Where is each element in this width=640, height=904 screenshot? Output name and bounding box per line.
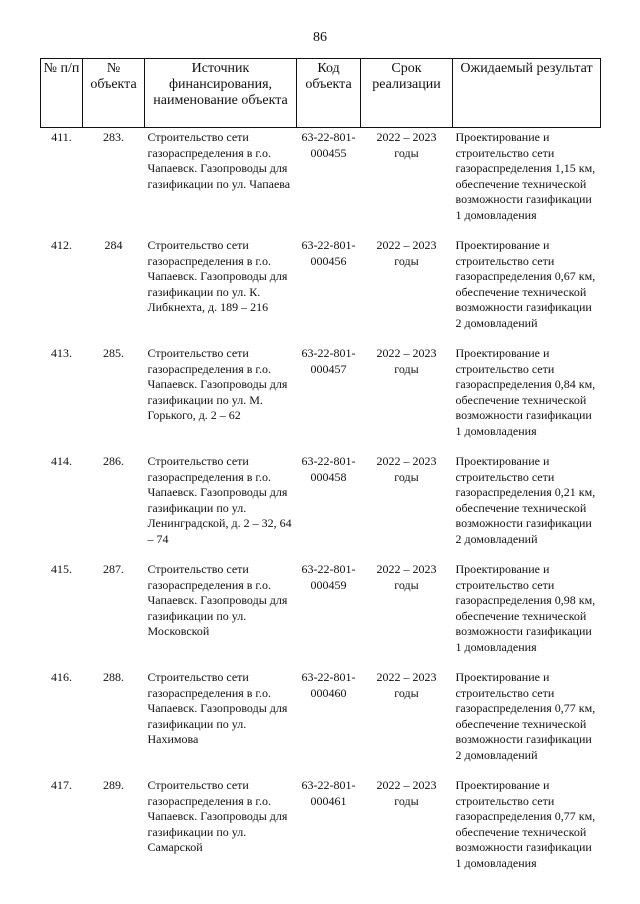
page-number: 86 xyxy=(313,30,327,45)
cell-pp: 414. xyxy=(51,454,72,468)
cell-term: 2022 – 2023 годы xyxy=(376,130,437,160)
header-result: Ожидаемый результат xyxy=(453,59,601,128)
table-row xyxy=(41,128,601,236)
cell-object-code: 63-22-801-000461 xyxy=(301,778,356,808)
cell-source: Строительство сети газораспределения в г.о. Чапаевск. Газопроводы для газификации по ул. Чапаева xyxy=(147,130,291,191)
header-term: Срок реализации xyxy=(361,59,453,128)
table-row xyxy=(41,559,601,667)
cell-object-code: 63-22-801-000456 xyxy=(301,238,356,268)
cell-pp: 416. xyxy=(51,670,72,684)
table-header xyxy=(41,59,601,128)
gasification-table xyxy=(40,58,601,883)
cell-result: Проектирование и строительство сети газораспределения 1,15 км, обеспечение технической возможности газификации 1 домовладения xyxy=(455,130,596,222)
cell-object-number: 286. xyxy=(103,454,124,468)
cell-object-code: 63-22-801-000459 xyxy=(301,562,356,592)
cell-result: Проектирование и строительство сети газораспределения 0,98 км, обеспечение технической возможности газификации 1 домовладения xyxy=(455,562,596,654)
cell-pp: 413. xyxy=(51,346,72,360)
cell-source: Строительство сети газораспределения в г.о. Чапаевск. Газопроводы для газификации по ул. К. Либкнехта, д. 189 – 216 xyxy=(147,238,288,314)
cell-pp: 417. xyxy=(51,778,72,792)
cell-pp: 411. xyxy=(51,130,72,144)
cell-result: Проектирование и строительство сети газораспределения 0,84 км, обеспечение технической возможности газификации 1 домовладения xyxy=(455,346,596,438)
cell-object-code: 63-22-801-000460 xyxy=(301,670,356,700)
cell-object-number: 287. xyxy=(103,562,124,576)
header-source: Источник финансирования, наименование объекта xyxy=(145,59,297,128)
header-object-number: № объекта xyxy=(83,59,145,128)
cell-source: Строительство сети газораспределения в г.о. Чапаевск. Газопроводы для газификации по ул. Ленинградской, д. 2 – 32, 64 – 74 xyxy=(147,454,292,546)
cell-object-number: 285. xyxy=(103,346,124,360)
cell-term: 2022 – 2023 годы xyxy=(376,778,437,808)
cell-object-code: 63-22-801-000455 xyxy=(301,130,356,160)
cell-pp: 412. xyxy=(51,238,72,252)
table-body xyxy=(41,128,601,884)
cell-object-number: 283. xyxy=(103,130,124,144)
cell-result: Проектирование и строительство сети газораспределения 0,77 км, обеспечение технической возможности газификации 1 домовладения xyxy=(455,778,596,870)
cell-source: Строительство сети газораспределения в г.о. Чапаевск. Газопроводы для газификации по ул. М. Горького, д. 2 – 62 xyxy=(147,346,288,422)
cell-term: 2022 – 2023 годы xyxy=(376,562,437,592)
cell-term: 2022 – 2023 годы xyxy=(376,346,437,376)
cell-object-number: 289. xyxy=(103,778,124,792)
header-row xyxy=(41,59,601,128)
cell-term: 2022 – 2023 годы xyxy=(376,454,437,484)
cell-result: Проектирование и строительство сети газораспределения 0,21 км, обеспечение технической возможности газификации 2 домовладений xyxy=(455,454,596,546)
table-row xyxy=(41,451,601,559)
cell-source: Строительство сети газораспределения в г.о. Чапаевск. Газопроводы для газификации по ул. Нахимова xyxy=(147,670,288,746)
cell-source: Строительство сети газораспределения в г.о. Чапаевск. Газопроводы для газификации по ул. Самарской xyxy=(147,778,288,854)
header-pp: № п/п xyxy=(41,59,83,128)
cell-object-code: 63-22-801-000458 xyxy=(301,454,356,484)
cell-term: 2022 – 2023 годы xyxy=(376,670,437,700)
cell-term: 2022 – 2023 годы xyxy=(376,238,437,268)
table-row xyxy=(41,235,601,343)
cell-result: Проектирование и строительство сети газораспределения 0,67 км, обеспечение технической возможности газификации 2 домовладений xyxy=(455,238,596,330)
table-row xyxy=(41,775,601,883)
cell-pp: 415. xyxy=(51,562,72,576)
header-object-code: Код объекта xyxy=(297,59,361,128)
cell-object-number: 284 xyxy=(104,238,123,252)
cell-result: Проектирование и строительство сети газораспределения 0,77 км, обеспечение технической возможности газификации 2 домовладений xyxy=(455,670,596,762)
table-row xyxy=(41,343,601,451)
cell-object-code: 63-22-801-000457 xyxy=(301,346,356,376)
cell-source: Строительство сети газораспределения в г.о. Чапаевск. Газопроводы для газификации по ул. Московской xyxy=(147,562,288,638)
cell-object-number: 288. xyxy=(103,670,124,684)
table-row xyxy=(41,667,601,775)
